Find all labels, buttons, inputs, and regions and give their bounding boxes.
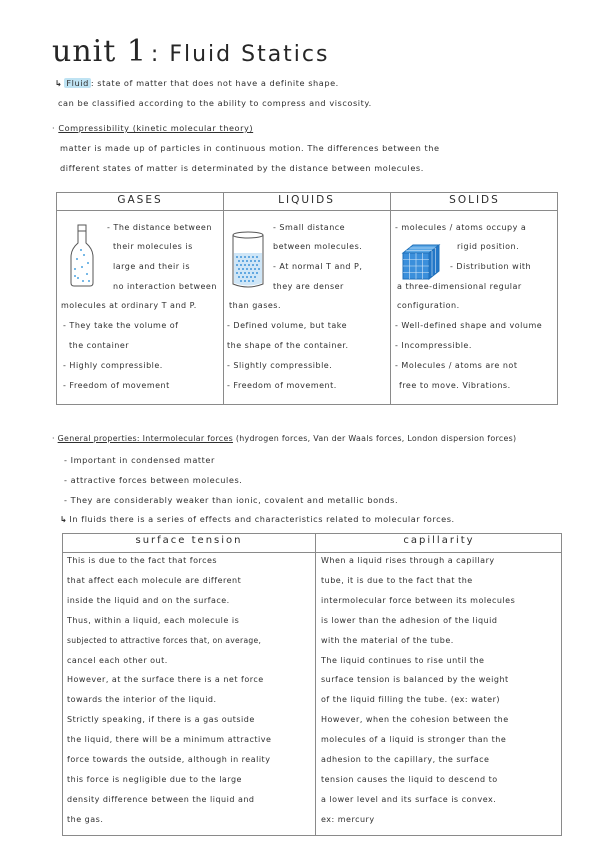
solids-line: - Molecules / atoms are not <box>395 361 518 370</box>
bullet: · <box>52 123 56 133</box>
surface-tension-line: the liquid, there will be a minimum attractive <box>67 735 272 744</box>
gases-line: large and their is <box>113 262 190 271</box>
compressibility-line-1: matter is made up of particles in continuous motion. The differences between the <box>60 143 440 153</box>
bottle-icon <box>69 225 95 287</box>
capillarity-line: When a liquid rises through a capillary <box>321 556 495 565</box>
general-item: - attractive forces between molecules. <box>64 475 243 485</box>
fluid-line-2: can be classified according to the ability to compress and viscosity. <box>58 98 372 108</box>
liquids-line: - Defined volume, but take <box>227 321 348 330</box>
bullet: · <box>52 434 55 443</box>
cube-icon <box>401 243 441 281</box>
capillarity-line: a lower level and its surface is convex. <box>321 795 497 804</box>
beaker-icon <box>231 231 265 289</box>
general-note <box>60 514 455 524</box>
states-table <box>56 192 558 405</box>
liquids-line: they are denser <box>273 282 344 291</box>
surface-tension-line: inside the liquid and on the surface. <box>67 596 230 605</box>
gases-line: - They take the volume of <box>63 321 179 330</box>
capillarity-line: intermolecular force between its molecules <box>321 596 516 605</box>
solids-line: a three-dimensional regular <box>397 282 522 291</box>
capillarity-line: The liquid continues to rise until the <box>321 656 485 665</box>
header-gases: GASES <box>117 194 163 206</box>
capillarity-line: ex: mercury <box>321 815 375 824</box>
capillarity-line: with the material of the tube. <box>321 636 454 645</box>
title-main: unit 1 <box>52 34 147 69</box>
liquids-line: than gases. <box>229 301 282 310</box>
surface-tension-line: towards the interior of the liquid. <box>67 695 217 704</box>
arrow-icon: ↳ <box>55 78 63 88</box>
surface-tension-line: subjected to attractive forces that, on average, <box>67 636 262 645</box>
surface-tension-line: cancel each other out. <box>67 656 168 665</box>
gases-line: their molecules is <box>113 242 193 251</box>
surface-tension-line: that affect each molecule are different <box>67 576 242 585</box>
capillarity-line: molecules of a liquid is stronger than the <box>321 735 507 744</box>
header-liquids: LIQUIDS <box>278 194 335 206</box>
fluid-term: Fluid <box>66 78 89 88</box>
surface-tension-line: However, at the surface there is a net force <box>67 675 264 684</box>
capillarity-line: of the liquid filling the tube. (ex: water) <box>321 695 501 704</box>
surface-tension-line: the gas. <box>67 815 104 824</box>
arrow-icon: ↳ <box>60 514 68 524</box>
title-sub: : Fluid Statics <box>150 42 330 67</box>
surface-tension-line: this force is negligible due to the large <box>67 775 242 784</box>
liquids-line: - Small distance <box>273 223 346 232</box>
surface-tension-line: density difference between the liquid and <box>67 795 255 804</box>
gases-line: no interaction between <box>113 282 217 291</box>
general-item: - Important in condensed matter <box>64 455 215 465</box>
general-item: - They are considerably weaker than ionic, covalent and metallic bonds. <box>64 495 399 505</box>
capillarity-line: tension causes the liquid to descend to <box>321 775 498 784</box>
header-capillarity: capillarity <box>403 535 475 546</box>
liquids-line: - Freedom of movement. <box>227 381 337 390</box>
surface-tension-line: This is due to the fact that forces <box>67 556 218 565</box>
liquids-line: - Slightly compressible. <box>227 361 333 370</box>
solids-line: - Well-defined shape and volume <box>395 321 543 330</box>
solids-line: rigid position. <box>457 242 520 251</box>
liquids-line: - At normal T and P, <box>273 262 363 271</box>
compressibility-line-2: different states of matter is determinated by the distance between molecules. <box>60 163 424 173</box>
surface-tension-line: Strictly speaking, if there is a gas outside <box>67 715 255 724</box>
solids-line: - Distribution with <box>450 262 532 271</box>
fluid-line-1: : state of matter that does not have a definite shape. <box>90 78 339 88</box>
gases-line: - Highly compressible. <box>63 361 163 370</box>
gases-line: - The distance between <box>107 223 212 232</box>
general-heading <box>52 434 516 443</box>
page-title <box>52 34 329 69</box>
general-title: General properties: Intermolecular forces <box>57 434 234 443</box>
liquids-line: the shape of the container. <box>227 341 349 350</box>
header-surface-tension: surface tension <box>135 535 243 546</box>
capillarity-line: However, when the cohesion between the <box>321 715 509 724</box>
surface-tension-line: force towards the outside, although in reality <box>67 755 271 764</box>
general-title-rest: (hydrogen forces, Van der Waals forces, London dispersion forces) <box>235 434 517 443</box>
solids-line: - Incompressible. <box>395 341 472 350</box>
gases-line: - Freedom of movement <box>63 381 170 390</box>
compressibility-heading <box>52 123 253 133</box>
capillarity-line: tube, it is due to the fact that the <box>321 576 473 585</box>
compressibility-title: Compressibility (kinetic molecular theory) <box>58 123 254 133</box>
effects-table <box>62 533 562 836</box>
gases-line: molecules at ordinary T and P. <box>61 301 197 310</box>
surface-tension-line: Thus, within a liquid, each molecule is <box>67 616 240 625</box>
general-note-text: In fluids there is a series of effects and characteristics related to molecular forces. <box>69 514 455 524</box>
solids-line: free to move. Vibrations. <box>399 381 511 390</box>
liquids-line: between molecules. <box>273 242 363 251</box>
capillarity-line: adhesion to the capillary, the surface <box>321 755 490 764</box>
solids-line: configuration. <box>397 301 460 310</box>
capillarity-line: is lower than the adhesion of the liquid <box>321 616 498 625</box>
solids-line: - molecules / atoms occupy a <box>395 223 527 232</box>
header-solids: SOLIDS <box>449 194 500 206</box>
gases-line: the container <box>69 341 130 350</box>
capillarity-line: surface tension is balanced by the weight <box>321 675 509 684</box>
fluid-definition <box>55 78 339 88</box>
